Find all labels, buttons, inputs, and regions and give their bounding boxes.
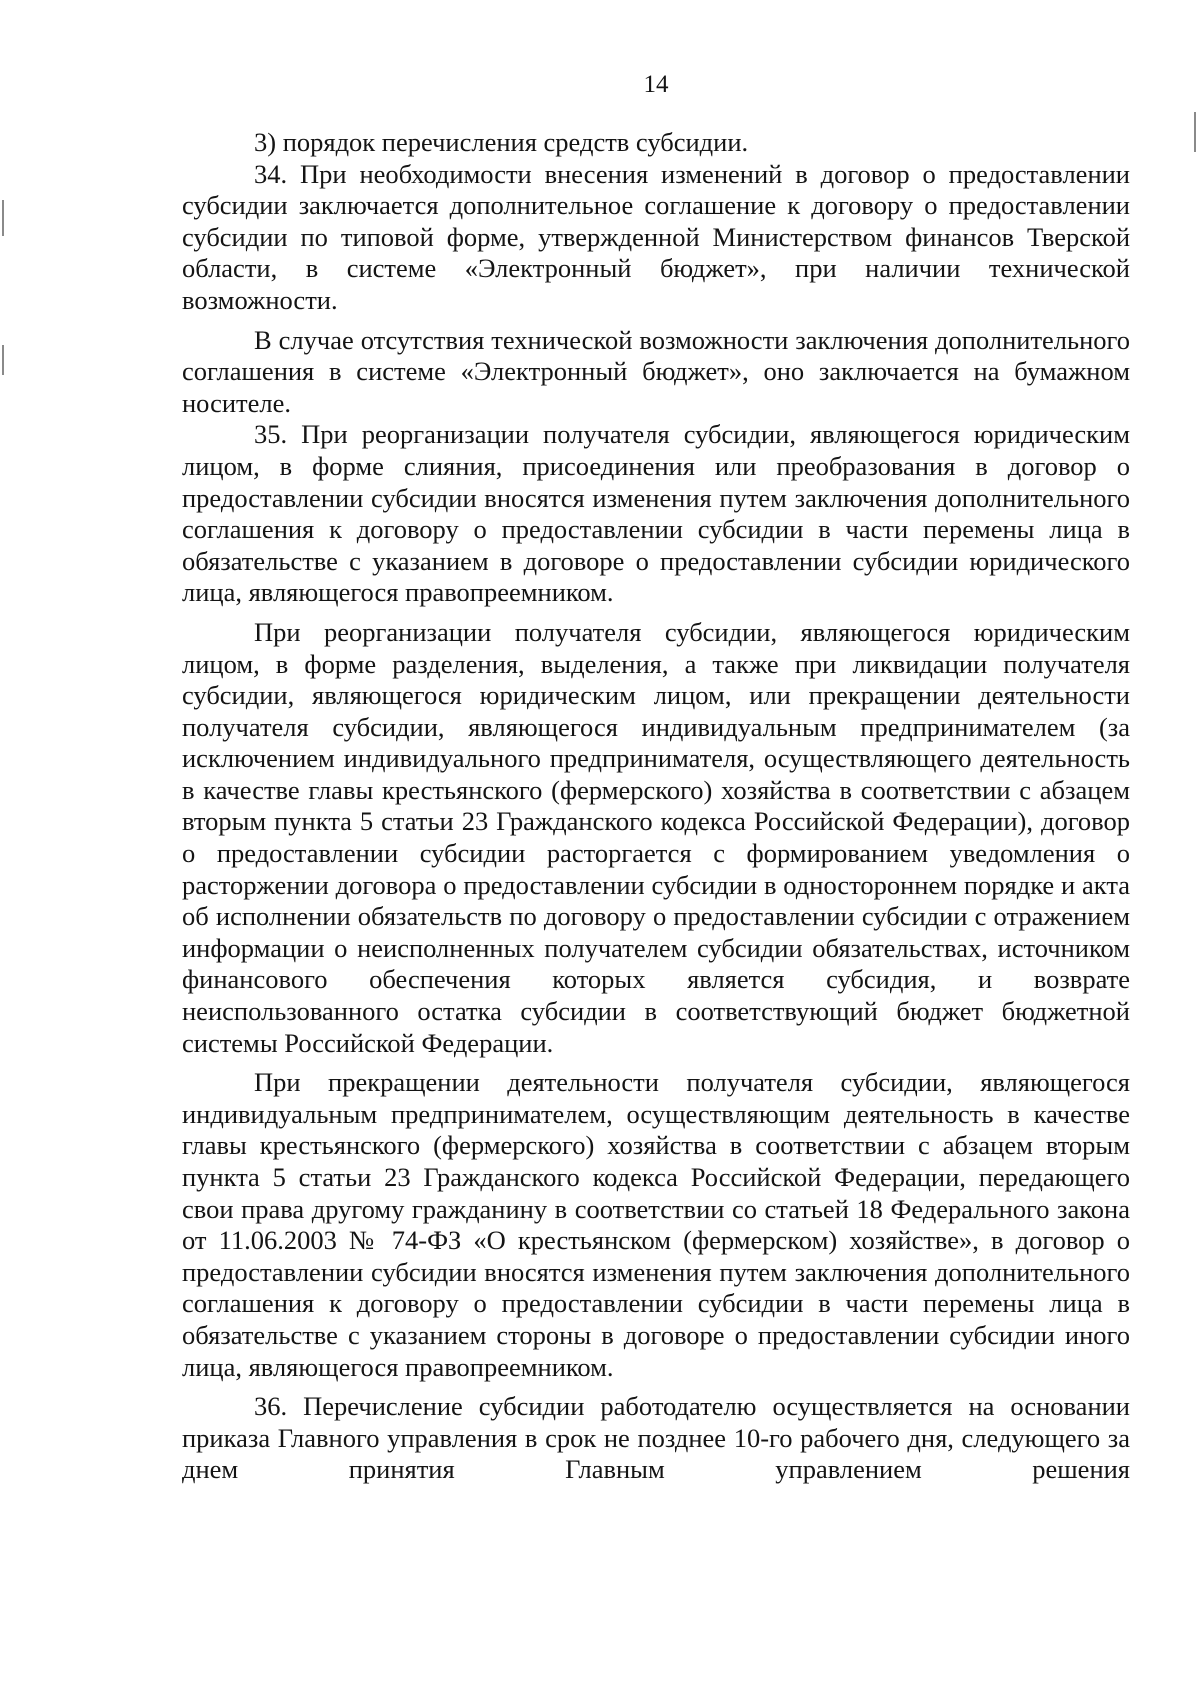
document-body: [182, 127, 1130, 1486]
paragraph-clause-35-farm-transfer: При прекращении деятельности получателя субсидии, являющегося индивидуальным предпринимателем, осуществляющим деятельность в качестве главы крестьянского (фермерского) хозяйства в соответствии с абзацем вторым пункта 5 статьи 23 Гражданского кодекса Российской Федерации, передающего свои права другому гражданину в соответствии со статьей 18 Федерального закона от 11.06.2003 № 74-ФЗ «О крестьянском (фермерском) хозяйстве», в договор о предоставлении субсидии вносятся изменения путем заключения дополнительного соглашения к договору о предоставлении субсидии в части перемены лица в обязательстве с указанием стороны в договоре о предоставлении субсидии иного лица, являющегося правопреемником.: [182, 1067, 1130, 1382]
paragraph-clause-34: 34. При необходимости внесения изменений в договор о предоставлении субсидии заключается дополнительное соглашение к договору о предоставлении субсидии по типовой форме, утвержденной Министерством финансов Тверской области, в системе «Электронный бюджет», при наличии технической возможности.: [182, 158, 1130, 315]
scan-margin-mark: [2, 345, 4, 375]
page-number: 14: [643, 71, 669, 98]
paragraph-item-3: 3) порядок перечисления средств субсидии.: [254, 127, 749, 157]
scan-margin-mark: [2, 200, 4, 236]
scan-margin-mark: [1194, 112, 1196, 152]
paragraph-clause-35: 35. При реорганизации получателя субсидии, являющегося юридическим лицом, в форме слияния, присоединения или преобразования в договор о предоставлении субсидии вносятся изменения путем заключения дополнительного соглашения к договору о предоставлении субсидии в части перемены лица в обязательстве с указанием в договоре о предоставлении субсидии юридического лица, являющегося правопреемником.: [182, 419, 1130, 608]
paragraph-clause-34-paper: В случае отсутствия технической возможности заключения дополнительного соглашения в системе «Электронный бюджет», оно заключается на бумажном носителе.: [182, 324, 1130, 418]
paragraph-clause-35-liquidation: При реорганизации получателя субсидии, являющегося юридическим лицом, в форме разделения, выделения, а также при ликвидации получателя субсидии, являющегося юридическим лицом, или прекращении деятельности получателя субсидии, являющегося индивидуальным предпринимателем (за исключением индивидуального предпринимателя, осуществляющего деятельность в качестве главы крестьянского (фермерского) хозяйства в соответствии с абзацем вторым пункта 5 статьи 23 Гражданского кодекса Российской Федерации), договор о предоставлении субсидии расторгается с формированием уведомления о расторжении договора о предоставлении субсидии в одностороннем порядке и акта об исполнении обязательств по договору о предоставлении субсидии с отражением информации о неисполненных получателем субсидии обязательствах, источником финансового обеспечения которых является субсидия, и возврате неиспользованного остатка субсидии в соответствующий бюджет бюджетной системы Российской Федерации.: [182, 616, 1130, 1058]
paragraph-clause-36: 36. Перечисление субсидии работодателю осуществляется на основании приказа Главного управления в срок не позднее 10-го рабочего дня, следующего за днем принятия Главным управлением решения: [182, 1391, 1130, 1485]
